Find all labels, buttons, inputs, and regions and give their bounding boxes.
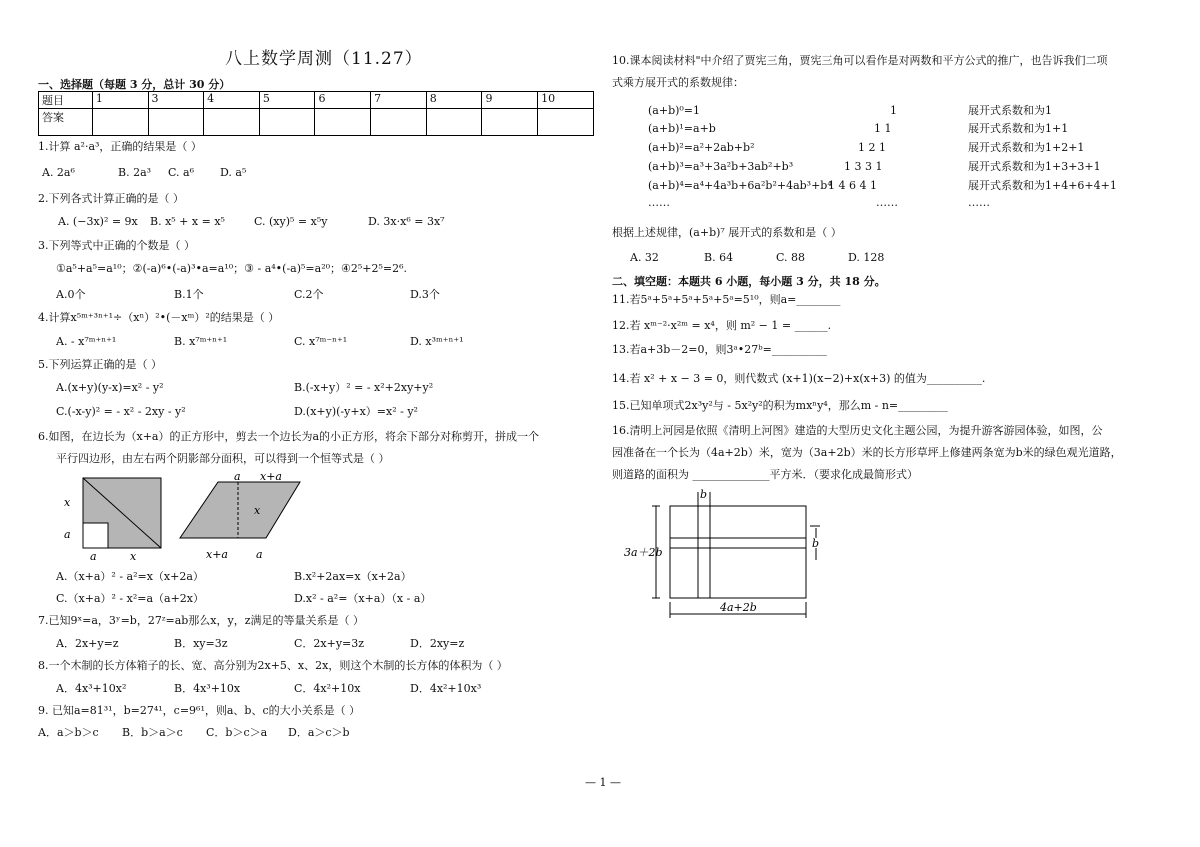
fill-q16-line3: 则道路的面积为 ______________平方米．（要求化成最简形式） [612, 468, 918, 481]
pascal-expr-2: (a+b)²=a²+2ab+b² [648, 141, 755, 154]
question-2-stem: 2.下列各式计算正确的是（ ） [38, 192, 184, 205]
road-label-height: 3a＋2b [624, 546, 663, 559]
q10-option-d: D. 128 [848, 251, 885, 264]
q1-option-b: B. 2a³ [118, 166, 152, 179]
q6-option-a: A.（x+a）² - a²=x（x+2a） [56, 570, 204, 583]
answer-cell[interactable] [92, 109, 148, 136]
q9-option-d: D．a＞c＞b [288, 726, 350, 739]
question-10-ask: 根据上述规律，(a+b)⁷ 展开式的系数和是（ ） [612, 226, 842, 239]
pascal-coef-3: 1 3 3 1 [844, 160, 883, 173]
question-4-stem: 4.计算x⁵ᵐ⁺³ⁿ⁺¹÷（xⁿ）²•(－xᵐ）²的结果是（ ） [38, 311, 280, 324]
square-label-x-bottom: x [130, 550, 137, 563]
answer-cell[interactable] [482, 109, 538, 136]
question-3-line: ①a⁵+a⁵=a¹⁰；②(-a)⁶•(-a)³•a=a¹⁰；③ - a⁴•(-a)⁵=a²⁰；④2⁵+2⁵=2⁶. [56, 262, 408, 275]
para-label-a-top: a [234, 472, 241, 483]
answer-cell[interactable] [148, 109, 204, 136]
q3-option-d: D.3个 [410, 288, 440, 301]
q7-option-c: C．2x+y=3z [294, 637, 365, 650]
fill-q15: 15.已知单项式2x³y²与 - 5x²y²的积为mxⁿy⁴，那么m - n=_________ [612, 399, 948, 412]
q8-option-b: B．4x³+10x [174, 682, 241, 695]
road-label-b-right: b [812, 537, 820, 550]
table-cell: 10 [538, 92, 594, 109]
pascal-expr-1: (a+b)¹=a+b [648, 122, 716, 135]
pascal-coef-0: 1 [890, 104, 897, 117]
road-diagram [620, 486, 850, 626]
q2-option-b: B. x⁵ + x = x⁵ [150, 215, 225, 228]
pascal-expr-0: (a+b)⁰=1 [648, 104, 701, 117]
page-number: — 1 — [585, 776, 621, 789]
q7-option-b: B．xy=3z [174, 637, 228, 650]
table-cell: 3 [148, 92, 204, 109]
q4-option-b: B. x⁷ᵐ⁺ⁿ⁺¹ [174, 335, 228, 348]
q1-option-c: C. a⁶ [168, 166, 194, 179]
q9-option-c: C．b＞c＞a [206, 726, 268, 739]
road-label-b-top: b [700, 488, 708, 501]
q2-option-a: A. (−3x)² = 9x [58, 215, 138, 228]
q4-option-a: A. - x⁷ᵐ⁺ⁿ⁺¹ [56, 335, 117, 348]
square-label-x: x [64, 496, 71, 509]
fill-q13: 13.若a+3b－2=0，则3ᵃ•27ᵇ=__________ [612, 343, 827, 356]
q7-option-a: A．2x+y=z [56, 637, 119, 650]
fill-q11: 11.若5ᵃ+5ᵃ+5ᵃ+5ᵃ+5ᵃ=5¹⁰，则a=________ [612, 293, 841, 306]
answer-cell[interactable] [538, 109, 594, 136]
pascal-coef-5: …… [876, 196, 898, 209]
q4-option-c: C. x⁷ᵐ⁻ⁿ⁺¹ [294, 335, 348, 348]
answer-cell[interactable] [371, 109, 427, 136]
question-9-stem: 9. 已知a=81³¹，b=27⁴¹，c=9⁶¹，则a、b、c的大小关系是（ ） [38, 704, 361, 717]
q7-option-d: D．2xy=z [410, 637, 465, 650]
table-cell: 1 [92, 92, 148, 109]
fill-q12: 12.若 xᵐ⁻²·x²ᵐ = x⁴，则 m² − 1 = ______. [612, 319, 832, 332]
pascal-expr-4: (a+b)⁴=a⁴+4a³b+6a²b²+4ab³+b⁴ [648, 179, 832, 192]
q8-option-a: A．4x³+10x² [56, 682, 127, 695]
pascal-coef-4: 1 4 6 4 1 [828, 179, 877, 192]
q2-option-d: D. 3x·x⁶ = 3x⁷ [368, 215, 445, 228]
q2-option-c: C. (xy)⁵ = x⁵y [254, 215, 328, 228]
q10-option-a: A. 32 [630, 251, 659, 264]
q10-option-b: B. 64 [704, 251, 734, 264]
table-cell: 4 [204, 92, 260, 109]
fill-q16-line1: 16.清明上河园是依照《清明上河图》建造的大型历史文化主题公园，为提升游客游园体验，如图，公 [612, 424, 1103, 437]
question-6-stem-2: 平行四边形，由左右两个阴影部分面积，可以得到一个恒等式是（ ） [56, 452, 390, 465]
fill-q16-line2: 园准备在一个长为（4a+2b）米，宽为（3a+2b）米的长方形草坪上修建两条宽为b米的绿色观光道路， [612, 446, 1122, 459]
q3-option-c: C.2个 [294, 288, 324, 301]
table-cell: 5 [259, 92, 315, 109]
pascal-note-1: 展开式系数和为1+1 [968, 122, 1069, 135]
section2-heading: 二、填空题：本题共 6 小题，每小题 3 分，共 18 分。 [612, 275, 886, 288]
q1-option-d: D. a⁵ [220, 166, 247, 179]
q3-option-a: A.0个 [56, 288, 86, 301]
table-cell: 题目 [39, 92, 93, 109]
para-label-a-bottom: a [256, 548, 263, 561]
q9-option-b: B．b＞a＞c [122, 726, 183, 739]
answer-cell[interactable] [259, 109, 315, 136]
answer-cell[interactable] [426, 109, 482, 136]
q6-option-c: C.（x+a）² - x²=a（a+2x） [56, 592, 204, 605]
question-1-stem: 1.计算 a²·a³，正确的结果是（ ） [38, 140, 202, 153]
pascal-coef-1: 1 1 [874, 122, 892, 135]
pascal-note-3: 展开式系数和为1+3+3+1 [968, 160, 1101, 173]
parallelogram-figure [180, 472, 300, 561]
q9-option-a: A．a＞b＞c [38, 726, 99, 739]
q3-option-b: B.1个 [174, 288, 204, 301]
question-3-stem: 3.下列等式中正确的个数是（ ） [38, 239, 195, 252]
q8-option-d: D．4x²+10x³ [410, 682, 482, 695]
answer-cell[interactable] [315, 109, 371, 136]
question-8-stem: 8.一个木制的长方体箱子的长、宽、高分别为2x+5、x、2x，则这个木制的长方体的体积为（ ） [38, 659, 508, 672]
pascal-note-5: …… [968, 196, 990, 209]
pascal-note-4: 展开式系数和为1+4+6+4+1 [968, 179, 1117, 192]
q8-option-c: C．4x²+10x [294, 682, 361, 695]
page-title: 八上数学周测（11.27） [225, 49, 423, 69]
q6-option-b: B.x²+2ax=x（x+2a） [294, 570, 412, 583]
q5-option-a: A.(x+y)(y-x)=x² - y² [56, 381, 164, 394]
question-5-stem: 5.下列运算正确的是（ ） [38, 358, 162, 371]
pascal-note-0: 展开式系数和为1 [968, 104, 1052, 117]
section1-heading: 一、选择题（每题 3 分，总计 30 分） [38, 78, 231, 91]
table-cell: 6 [315, 92, 371, 109]
question-7-stem: 7.已知9ˣ=a，3ʸ=b，27ᶻ=ab那么x，y，z满足的等量关系是（ ） [38, 614, 365, 627]
square-label-a-bottom: a [90, 550, 97, 563]
q5-option-b: B.(-x+y）² = - x²+2xy+y² [294, 381, 434, 394]
q1-option-a: A. 2a⁶ [42, 166, 75, 179]
para-label-xa-top: x+a [260, 472, 282, 483]
table-cell: 9 [482, 92, 538, 109]
para-label-x: x [254, 504, 261, 517]
question-10-stem: 10.课本阅读材料"中介绍了贾宪三角，贾宪三角可以看作是对两数和平方公式的推广，也告诉我们二项 [612, 54, 1108, 67]
table-cell: 答案 [39, 109, 93, 136]
table-cell: 8 [426, 92, 482, 109]
pascal-note-2: 展开式系数和为1+2+1 [968, 141, 1085, 154]
q4-option-d: D. x³ᵐ⁺ⁿ⁺¹ [410, 335, 464, 348]
answer-cell[interactable] [204, 109, 260, 136]
pascal-coef-2: 1 2 1 [858, 141, 886, 154]
square-figure [64, 478, 161, 563]
q5-option-d: D.(x+y)(-y+x）=x² - y² [294, 405, 418, 418]
question-10-stem-2: 式乘方展开式的系数规律： [612, 76, 744, 89]
pascal-expr-3: (a+b)³=a³+3a²b+3ab²+b³ [648, 160, 794, 173]
q10-option-c: C. 88 [776, 251, 806, 264]
q6-figures [48, 472, 308, 564]
road-label-width: 4a+2b [720, 601, 757, 614]
q5-option-c: C.(-x-y)² = - x² - 2xy - y² [56, 405, 186, 418]
answer-table [38, 91, 594, 136]
fill-q14: 14.若 x² + x − 3 = 0，则代数式 (x+1)(x−2)+x(x+3) 的值为__________. [612, 372, 986, 385]
answer-table-header-row [39, 92, 594, 109]
square-label-a: a [64, 528, 71, 541]
pascal-expr-5: …… [648, 196, 670, 209]
answer-table-answer-row [39, 109, 594, 136]
q6-option-d: D.x² - a²=（x+a）（x - a） [294, 592, 432, 605]
question-6-stem: 6.如图，在边长为（x+a）的正方形中，剪去一个边长为a的小正方形，将余下部分对称剪开，拼成一个 [38, 430, 540, 443]
para-label-xa-bottom: x+a [206, 548, 228, 561]
table-cell: 7 [371, 92, 427, 109]
